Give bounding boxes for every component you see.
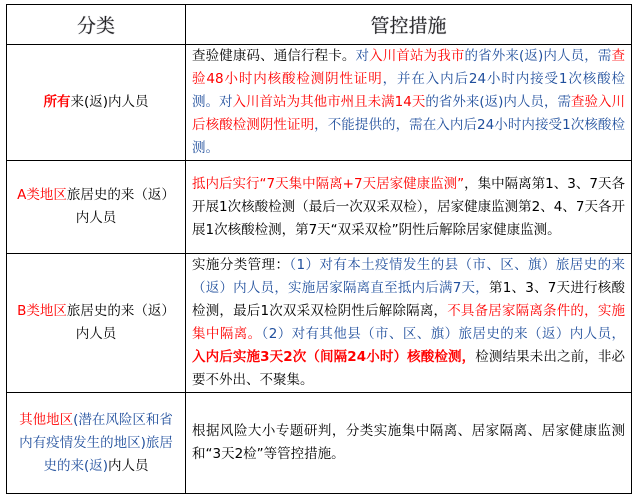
measures-text-segment: 对 bbox=[355, 48, 370, 64]
table-row bbox=[7, 393, 632, 494]
measures-text-segment: 入川首站为其他市州且未满14天 bbox=[232, 94, 426, 110]
category-cell bbox=[7, 254, 186, 393]
measures-text-segment: ，并在入内后24小时内接受1次核酸检测。对 bbox=[192, 71, 625, 110]
measures-text-segment: ，集中隔离第1、3、7天各开展1次核酸检测（最后一次双采双检），居家健康监测第2、4、7天各开展1次核酸检测，第7天“双采双检”阴性后解除居家健康监测。 bbox=[192, 175, 625, 238]
table-row bbox=[7, 45, 632, 161]
category-text-segment: 内人员 bbox=[108, 457, 149, 474]
category-text-segment: 旅居史的来（返）内人员 bbox=[66, 187, 175, 226]
measures-text-segment: （2）对有其他县（市、区、旗）旅居史的来（返）内人员， bbox=[261, 326, 626, 342]
measures-text-segment: 查验48小时内核酸检测阴性证明 bbox=[192, 48, 626, 87]
category-cell bbox=[7, 45, 186, 161]
table-header-row bbox=[7, 5, 632, 45]
header-category: 分类 bbox=[7, 5, 186, 45]
measures-text-segment: 抵内后实行“7天集中隔离+7天居家健康监测” bbox=[192, 175, 465, 192]
category-cell bbox=[7, 393, 186, 494]
measures-text-segment: 检测结果未出之前，非必要不外出、不聚集。 bbox=[192, 349, 625, 388]
measures-text-segment: 的省外来(返)内人员，需 bbox=[425, 94, 571, 110]
measures-text-segment: 根据风险大小专题研判，分类实施集中隔离、居家隔离、居家健康监测和“3天2检”等管控措施。 bbox=[192, 423, 625, 462]
measures-cell bbox=[186, 393, 632, 494]
measures-text-segment: 第1、3、7天进行核酸检测，最后1次双采双检阴性后解除隔离， bbox=[192, 280, 625, 319]
table-row bbox=[7, 254, 632, 393]
measures-text-segment: 查验健康码、通信行程卡。 bbox=[192, 48, 356, 64]
category-text-segment: 所有 bbox=[43, 94, 71, 110]
category-text-segment: (潜在风险区和省内有疫情发生的地区)旅居史的来(返) bbox=[19, 411, 173, 474]
measures-text-segment: ，不能提供的，需在入内后24小时内接受1次核酸检测。 bbox=[192, 117, 625, 156]
category-text-segment: B类地区 bbox=[17, 303, 67, 319]
measures-text-segment: 的省外来(返)内人员，需 bbox=[464, 48, 612, 64]
measures-text-segment: 入川首站为我市 bbox=[369, 48, 465, 64]
measures-text-segment: 不具备居家隔离条件的，实施集中隔离。 bbox=[192, 303, 626, 342]
category-text-segment: 来(返)内人员 bbox=[70, 94, 149, 110]
control-measures-table bbox=[6, 4, 632, 494]
measures-text-segment: 实施分类管理： bbox=[192, 257, 290, 273]
header-measures: 管控措施 bbox=[186, 5, 632, 45]
category-text-segment: A类地区 bbox=[17, 187, 67, 203]
measures-text-segment: （1）对有本土疫情发生的县（市、区、旗）旅居史的来（返）内人员，实施居家隔离直至抵内后满7天， bbox=[192, 257, 625, 296]
category-cell bbox=[7, 161, 186, 254]
category-text-segment: 旅居史的来（返）内人员 bbox=[66, 303, 175, 342]
category-text-segment: 其他地区 bbox=[19, 411, 74, 428]
table-row bbox=[7, 161, 632, 254]
measures-cell bbox=[186, 254, 632, 393]
measures-text-segment: 入内后实施3天2次（间隔24小时）核酸检测， bbox=[192, 349, 476, 365]
measures-cell bbox=[186, 45, 632, 161]
measures-cell bbox=[186, 161, 632, 254]
measures-text-segment: 查验入川后核酸检测阴性证明 bbox=[192, 94, 625, 133]
